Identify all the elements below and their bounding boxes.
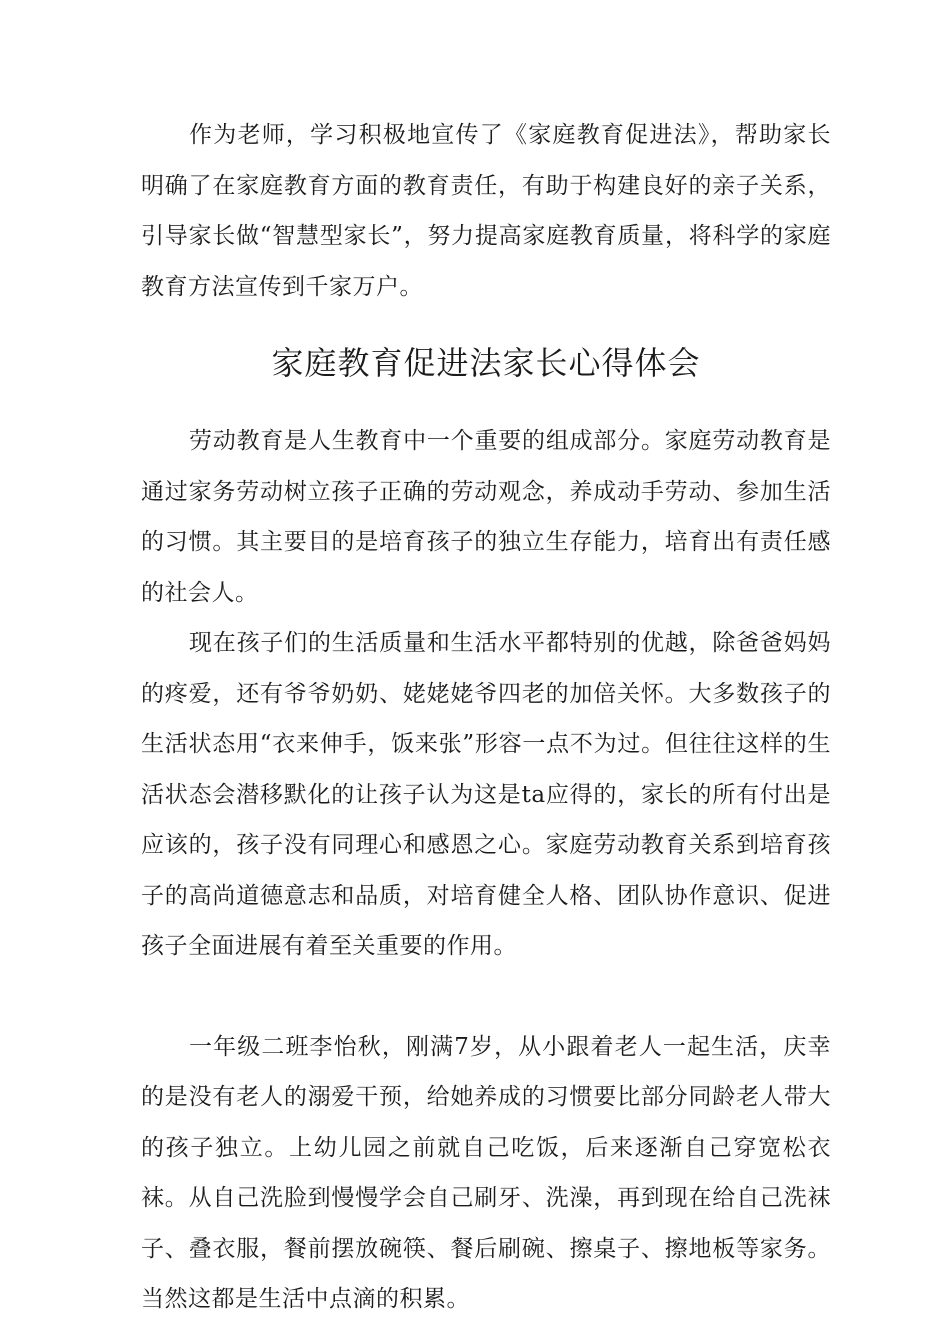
document-title: 家庭教育促进法家长心得体会 (271, 344, 701, 382)
body-paragraph-1: 劳动教育是人生教育中一个重要的组成部分。家庭劳动教育是通过家务劳动树立孩子正确的劳动观念，养成动手劳动、参加生活的习惯。其主要目的是培育孩子的独立生存能力，培育出有责任感的社会人。 (141, 428, 831, 606)
document-page (141, 110, 831, 1325)
paragraph-spacer (141, 972, 831, 1022)
body-paragraph-3: 一年级二班李怡秋，刚满7岁，从小跟着老人一起生活，庆幸的是没有老人的溺爱干预，给她养成的习惯要比部分同龄老人带大的孩子独立。上幼儿园之前就自己吃饭，后来逐渐自己穿宽松衣袜。从自己洗脸到慢慢学会自己刷牙、洗澡，再到现在给自己洗袜子、叠衣服，餐前摆放碗筷、餐后刷碗、擦桌子、擦地板等家务。当然这都是生活中点滴的积累。 (141, 1033, 831, 1312)
body-paragraph-2: 现在孩子们的生活质量和生活水平都特别的优越，除爸爸妈妈的疼爱，还有爷爷奶奶、姥姥姥爷四老的加倍关怀。大多数孩子的生活状态用“衣来伸手，饭来张”形容一点不为过。但往往这样的生活状态会潜移默化的让孩子认为这是ta应得的，家长的所有付出是应该的，孩子没有同理心和感恩之心。家庭劳动教育关系到培育孩子的高尚道德意志和品质，对培育健全人格、团队协作意识、促进孩子全面进展有着至关重要的作用。 (141, 630, 831, 959)
intro-paragraph: 作为老师，学习积极地宣传了《家庭教育促进法》，帮助家长明确了在家庭教育方面的教育责任，有助于构建良好的亲子关系，引导家长做“智慧型家长”，努力提高家庭教育质量，将科学的家庭教育方法宣传到千家万户。 (141, 122, 831, 300)
